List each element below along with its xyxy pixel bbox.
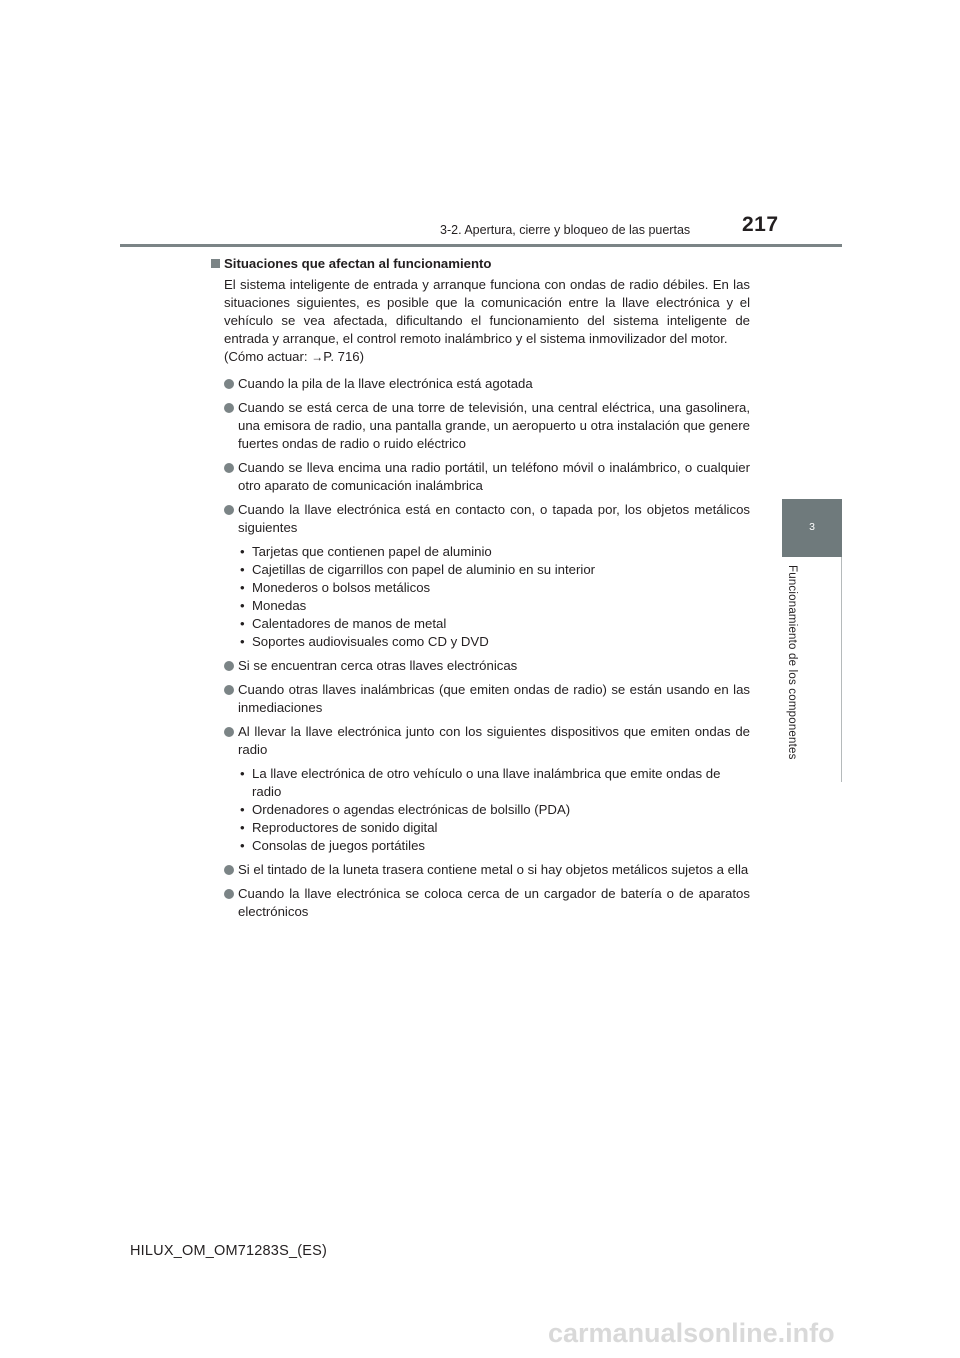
chapter-tab — [782, 499, 842, 557]
list-item — [238, 561, 750, 579]
list-item-text: Calentadores de manos de metal — [252, 616, 447, 631]
metal-objects-list — [238, 543, 750, 651]
list-item — [238, 633, 750, 651]
section-heading-text: Situaciones que afectan al funcionamiento — [224, 256, 492, 271]
bullet-text: Si se encuentran cerca otras llaves electrónicas — [238, 658, 518, 673]
arrow-right-icon: → — [311, 350, 324, 364]
side-divider-line — [841, 557, 842, 782]
list-item — [238, 801, 750, 819]
dot-icon: • — [240, 616, 245, 631]
list-item — [238, 615, 750, 633]
list-item — [238, 597, 750, 615]
bullet-item — [210, 723, 750, 759]
dot-icon: • — [240, 820, 245, 835]
bullet-item — [210, 459, 750, 495]
bullet-item — [210, 681, 750, 717]
bullet-text: Cuando se lleva encima una radio portátil, un teléfono móvil o inalámbrico, o cualquier otro aparato de comunicación inalámbrica — [238, 460, 750, 493]
list-item-text: Reproductores de sonido digital — [252, 820, 438, 835]
circle-bullet-icon — [224, 379, 234, 389]
circle-bullet-icon — [224, 889, 234, 899]
bullet-item — [210, 501, 750, 537]
dot-icon: • — [240, 766, 245, 781]
list-item-text: Monederos o bolsos metálicos — [252, 580, 431, 595]
circle-bullet-icon — [224, 505, 234, 515]
intro-paragraph — [224, 276, 750, 366]
list-item — [238, 543, 750, 561]
circle-bullet-icon — [224, 727, 234, 737]
dot-icon: • — [240, 580, 245, 595]
bullet-text: Si el tintado de la luneta trasera contiene metal o si hay objetos metálicos sujetos a ella — [238, 862, 749, 877]
bullet-item — [210, 375, 750, 393]
bullet-text: Al llevar la llave electrónica junto con los siguientes dispositivos que emiten ondas de radio — [238, 724, 750, 757]
list-item-text: Monedas — [252, 598, 307, 613]
list-item — [238, 579, 750, 597]
chapter-number: 3 — [809, 521, 815, 533]
list-item — [238, 819, 750, 837]
radio-devices-list — [238, 765, 750, 855]
list-item — [238, 765, 750, 801]
circle-bullet-icon — [224, 865, 234, 875]
dot-icon: • — [240, 838, 245, 853]
list-item — [238, 837, 750, 855]
list-item-text: Consolas de juegos portátiles — [252, 838, 426, 853]
circle-bullet-icon — [224, 685, 234, 695]
bullet-item — [210, 399, 750, 453]
dot-icon: • — [240, 634, 245, 649]
reference-page: P. 716) — [323, 349, 365, 364]
intro-text: El sistema inteligente de entrada y arranque funciona con ondas de radio débiles. En las situaciones siguientes, es posible que la comunicación entre la llave electrónica y el vehículo se vea afectada, dificultando el funcionamiento del sistema inteligente de entrada y arranque, el control remoto inalámbrico y el sistema inmovilizador del motor. — [224, 277, 750, 346]
dot-icon: • — [240, 802, 245, 817]
dot-icon: • — [240, 544, 245, 559]
intro-reference — [224, 348, 750, 366]
bullet-text: Cuando la pila de la llave electrónica está agotada — [238, 376, 533, 391]
dot-icon: • — [240, 598, 245, 613]
section-heading — [210, 255, 750, 273]
page-number: 217 — [742, 213, 779, 236]
bullet-item — [210, 885, 750, 921]
dot-icon: • — [240, 562, 245, 577]
list-item-text: Ordenadores o agendas electrónicas de bolsillo (PDA) — [252, 802, 571, 817]
bullet-text: Cuando la llave electrónica se coloca cerca de un cargador de batería o de aparatos electrónicos — [238, 886, 750, 919]
square-bullet-icon — [211, 259, 220, 268]
list-item-text: Tarjetas que contienen papel de aluminio — [252, 544, 492, 559]
circle-bullet-icon — [224, 463, 234, 473]
chapter-label: Funcionamiento de los componentes — [786, 565, 798, 760]
bullet-text: Cuando se está cerca de una torre de televisión, una central eléctrica, una gasolinera, una emisora de radio, una pantalla grande, un aeropuerto u otra instalación que genere fuertes ondas de radio o ruido eléctrico — [238, 400, 750, 451]
list-item-text: Cajetillas de cigarrillos con papel de aluminio en su interior — [252, 562, 596, 577]
bullet-item — [210, 861, 750, 879]
circle-bullet-icon — [224, 403, 234, 413]
list-item-text: La llave electrónica de otro vehículo o una llave inalámbrica que emite ondas de radio — [252, 766, 721, 799]
footer-doc-code: HILUX_OM_OM71283S_(ES) — [130, 1243, 328, 1259]
circle-bullet-icon — [224, 661, 234, 671]
bullet-text: Cuando la llave electrónica está en contacto con, o tapada por, los objetos metálicos siguientes — [238, 502, 750, 535]
bullet-text: Cuando otras llaves inalámbricas (que emiten ondas de radio) se están usando en las inmediaciones — [238, 682, 750, 715]
header-rule — [120, 244, 842, 247]
watermark: carmanualsonline.info — [548, 1318, 835, 1348]
reference-label: (Cómo actuar: — [224, 349, 312, 364]
list-item-text: Soportes audiovisuales como CD y DVD — [252, 634, 489, 649]
main-content — [210, 255, 750, 927]
page-header-title: 3-2. Apertura, cierre y bloqueo de las puertas — [440, 223, 691, 237]
bullet-item — [210, 657, 750, 675]
